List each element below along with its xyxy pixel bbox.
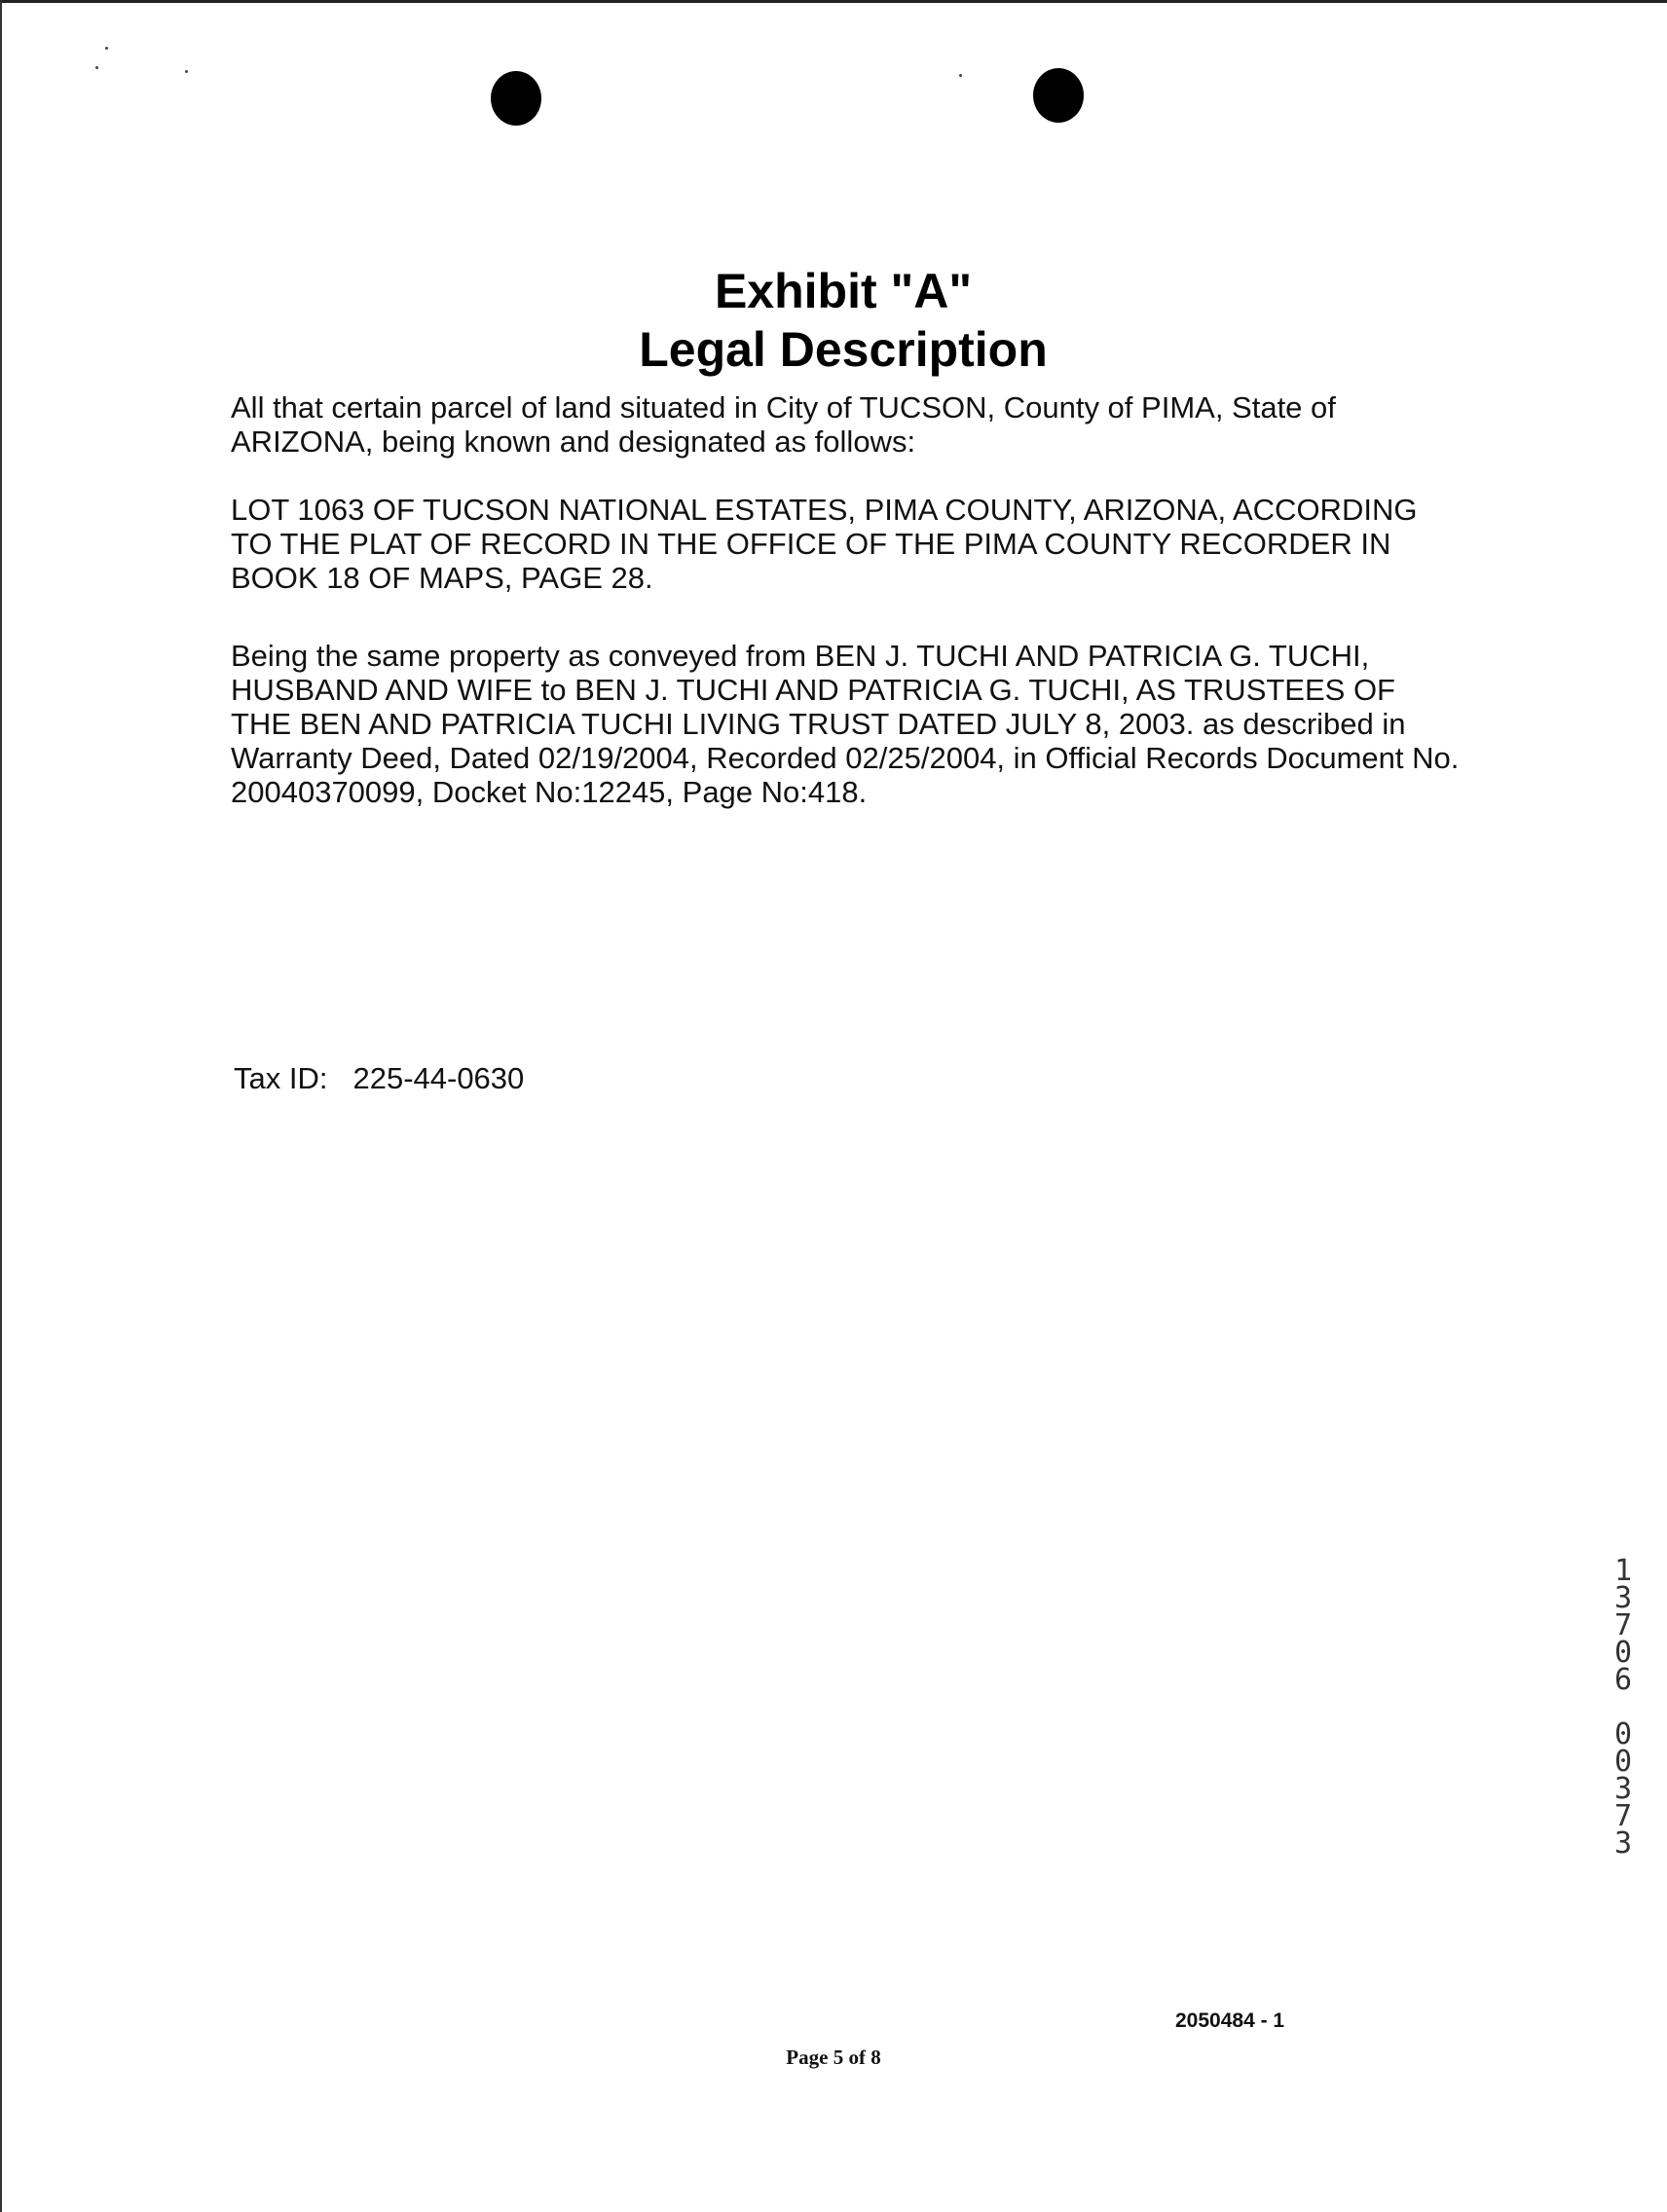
lot-paragraph: LOT 1063 OF TUCSON NATIONAL ESTATES, PIMA COUNTY, ARIZONA, ACCORDING TO THE PLAT OF RECORD IN THE OFFICE OF THE PIMA COUNTY RECORDER IN BOOK 18 OF MAPS, PAGE 28. — [231, 493, 1418, 595]
conveyance-paragraph: Being the same property as conveyed from BEN J. TUCHI AND PATRICIA G. TUCHI, HUSBAND AND WIFE to BEN J. TUCHI AND PATRICIA G. TUCHI, AS TRUSTEES OF THE BEN AND PATRICIA TUCHI LIVING TRUST DATED JULY 8, 2003. as described in Warranty Deed, Dated 02/19/2004, Recorded 02/25/2004, in Official Records Document No. 20040370099, Docket No:12245, Page No:418. — [231, 639, 1460, 809]
tax-id-value: 225-44-0630 — [352, 1061, 525, 1095]
stamp-digit: 7 — [1613, 1608, 1633, 1642]
stamp-digit: 7 — [1613, 1799, 1633, 1833]
scan-speck — [959, 74, 962, 77]
scan-edge-top — [0, 0, 1667, 3]
recording-side-stamp — [1609, 1554, 1638, 1861]
stamp-digit: 1 — [1613, 1554, 1633, 1588]
document-number: 2050484 - 1 — [1175, 2009, 1285, 2032]
stamp-digit: 6 — [1613, 1663, 1633, 1697]
stamp-digit: 0 — [1613, 1717, 1633, 1751]
scan-speck — [185, 70, 188, 73]
stamp-digit: 0 — [1613, 1636, 1633, 1670]
exhibit-title: Exhibit "A" — [714, 264, 973, 318]
scan-edge-left — [0, 0, 2, 2212]
punch-hole-left — [491, 71, 541, 126]
tax-id-line — [234, 1061, 524, 1096]
stamp-digit: 0 — [1613, 1745, 1633, 1779]
intro-paragraph: All that certain parcel of land situated in City of TUCSON, County of PIMA, State of ARIZONA, being known and designated as follows: — [231, 390, 1336, 459]
scan-speck — [105, 47, 108, 50]
page-number: Page 5 of 8 — [786, 2046, 881, 2069]
stamp-digit: 3 — [1613, 1826, 1633, 1861]
punch-hole-right — [1033, 68, 1084, 123]
tax-id-label: Tax ID: — [234, 1061, 328, 1095]
exhibit-subtitle: Legal Description — [639, 322, 1048, 377]
stamp-digit: 3 — [1613, 1581, 1633, 1615]
stamp-digit: 3 — [1613, 1772, 1633, 1806]
scan-speck — [95, 66, 98, 69]
